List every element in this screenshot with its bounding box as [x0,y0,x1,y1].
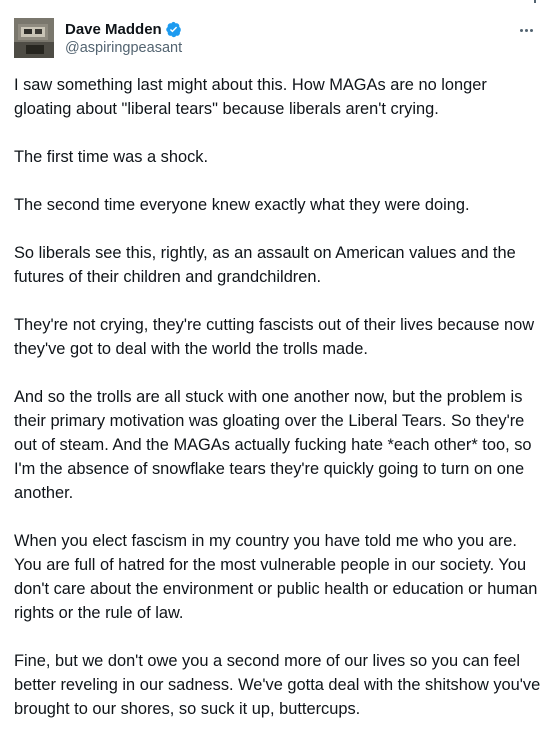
dot [520,29,523,32]
more-options-icon[interactable] [514,20,538,40]
post-paragraph: Fine, but we don't owe you a second more of our lives so you can feel better reveling in our sadness. We've gotta deal with the shitshow you've brought to our shores, so suck it up, buttercups. [14,652,541,718]
post-text [14,73,546,745]
author-display-name[interactable]: Dave Madden [65,20,162,38]
avatar[interactable] [14,18,54,58]
post-paragraph: The second time everyone knew exactly what they were doing. [14,196,470,214]
author-info [65,19,182,56]
post-paragraph: I saw something last might about this. How MAGAs are no longer gloating about "liberal tears" because liberals aren't crying. [14,76,487,118]
post-paragraph: And so the trolls are all stuck with one another now, but the problem is their primary motivation was gloating over the Liberal Tears. So they're out of steam. And the MAGAs actually fucking hate *each other* too, so I'm the absence of snowflake tears they're quickly going to turn on one another. [14,388,532,502]
post-paragraph: They're not crying, they're cutting fascists out of their lives because now they've got to deal with the world the trolls made. [14,316,535,358]
author-handle[interactable]: @aspiringpeasant [65,40,183,56]
dot [530,29,533,32]
post-header [14,17,538,61]
post-paragraph: The first time was a shock. [14,148,209,166]
dot [525,29,528,32]
verified-badge-icon[interactable] [165,21,182,38]
name-row [65,19,182,39]
post-paragraph: When you elect fascism in my country you have told me who you are. You are full of hatred for the most vulnerable people in our society. You don't care about the environment or public health or education or human rights or the rule of law. [14,532,538,622]
post-paragraph: So liberals see this, rightly, as an assault on American values and the futures of their children and grandchildren. [14,244,516,286]
avatar-image [14,18,54,58]
scroll-edge-mark [534,0,536,3]
